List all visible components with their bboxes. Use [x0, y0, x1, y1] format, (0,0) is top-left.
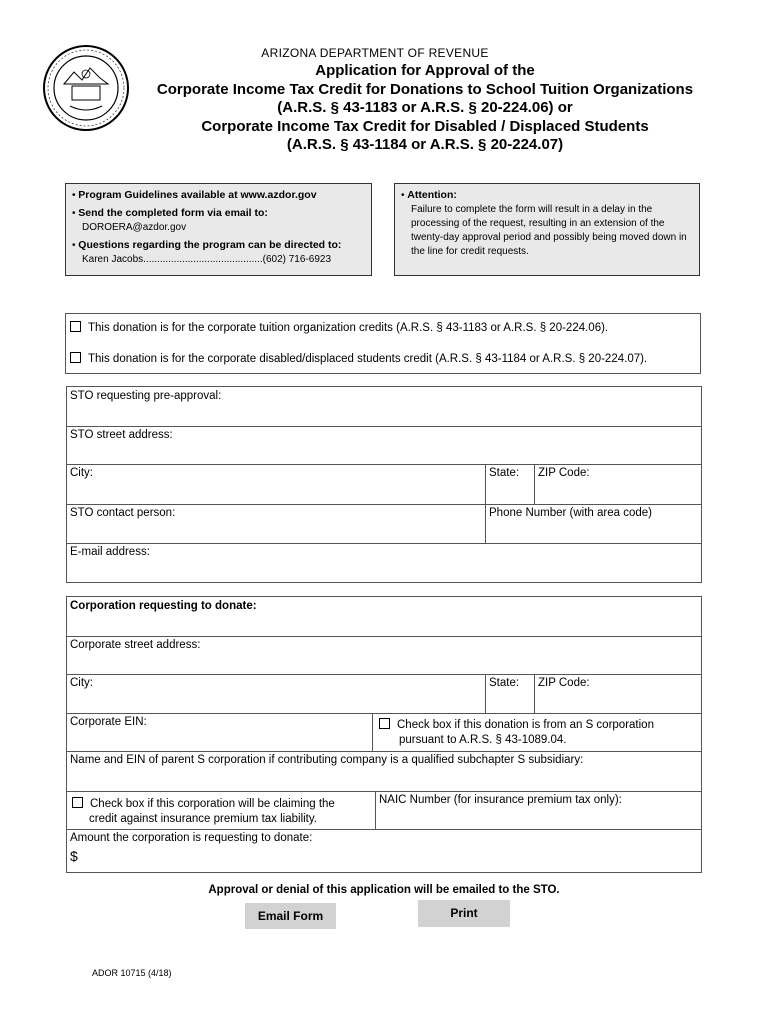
s-corp-checkbox[interactable]	[379, 718, 390, 729]
print-button[interactable]: Print	[418, 900, 510, 927]
option-1-label: This donation is for the corporate tuition organization credits (A.R.S. § 43-1183 or A.R.S. § 20-224.06).	[88, 322, 609, 334]
parent-corp-label: Name and EIN of parent S corporation if contributing company is a qualified subchapter S subsidiary:	[70, 754, 584, 766]
s-corp-option	[376, 716, 701, 751]
corp-zip-label: ZIP Code:	[538, 677, 590, 689]
corp-name-label: Corporation requesting to donate:	[70, 600, 257, 612]
s-corp-label-2: pursuant to A.R.S. § 43-1089.04.	[399, 734, 567, 746]
tuition-credit-checkbox[interactable]	[70, 321, 81, 332]
corp-street-field[interactable]	[67, 637, 697, 674]
sto-contact-field[interactable]	[67, 505, 485, 543]
premium-tax-option	[69, 795, 374, 829]
attention-text: Failure to complete the form will result in a delay in the processing of the request, resulting in an extension of the twenty-day approval period and possibly being moved down in the line for credit requests.	[411, 204, 687, 257]
corp-name-field[interactable]	[67, 598, 697, 636]
sto-email-label: E-mail address:	[70, 546, 150, 558]
title-line-2: Corporate Income Tax Credit for Donations to School Tuition Organizations	[156, 80, 694, 98]
sto-name-field[interactable]	[67, 388, 697, 426]
sto-state-label: State:	[489, 467, 520, 479]
title-line-5: (A.R.S. § 43-1184 or A.R.S. § 20-224.07)	[286, 136, 564, 153]
sto-zip-field[interactable]	[535, 465, 701, 504]
amount-field[interactable]	[67, 830, 697, 872]
option-2-label: This donation is for the corporate disabled/displaced students credit (A.R.S. § 43-1184 or A.R.S. § 20-224.07).	[88, 353, 648, 365]
premium-tax-checkbox[interactable]	[72, 797, 83, 808]
approval-note: Approval or denial of this application will be emailed to the STO.	[208, 884, 560, 896]
program-info-box: • Program Guidelines available at www.azdor.gov • Send the completed form via email to: DOROERA@azdor.gov • Questions regarding the program can be directed to: Karen Jacobs...........................................(602) 716-6923	[65, 183, 372, 276]
form-title	[130, 62, 720, 155]
disabled-credit-checkbox[interactable]	[70, 352, 81, 363]
sto-phone-label: Phone Number (with area code)	[489, 507, 652, 519]
amount-label: Amount the corporation is requesting to donate:	[70, 832, 313, 844]
arizona-seal-icon	[42, 44, 130, 132]
corp-ein-label: Corporate EIN:	[70, 716, 147, 728]
department-name: ARIZONA DEPARTMENT OF REVENUE	[261, 46, 489, 60]
title-line-3: (A.R.S. § 43-1183 or A.R.S. § 20-224.06) or	[277, 99, 573, 116]
corp-city-field[interactable]	[67, 675, 485, 713]
sto-email-field[interactable]	[67, 544, 697, 582]
sto-phone-field[interactable]	[486, 505, 701, 543]
sto-street-label: STO street address:	[70, 429, 173, 441]
email-form-button[interactable]: Email Form	[245, 903, 336, 929]
attention-box: • Attention: Failure to complete the form will result in a delay in the processing of the request, resulting in an extension of the twenty-day approval period and possibly being moved down in the line for credit requests.	[394, 183, 700, 276]
premium-label-2: credit against insurance premium tax liability.	[89, 813, 317, 825]
donation-option-2	[70, 352, 647, 365]
contact-line: Karen Jacobs...........................................(602) 716-6923	[82, 254, 331, 265]
naic-label: NAIC Number (for insurance premium tax only):	[379, 794, 622, 806]
sto-city-field[interactable]	[67, 465, 485, 504]
sto-contact-label: STO contact person:	[70, 507, 176, 519]
corp-street-label: Corporate street address:	[70, 639, 201, 651]
sto-city-label: City:	[70, 467, 93, 479]
corp-ein-field[interactable]	[67, 714, 372, 751]
premium-label-1: Check box if this corporation will be claiming the	[90, 798, 335, 810]
title-line-1: Application for Approval of the	[315, 62, 535, 79]
s-corp-label-1: Check box if this donation is from an S corporation	[397, 719, 654, 731]
corp-state-field[interactable]	[486, 675, 534, 713]
attention-label: Attention:	[407, 189, 457, 201]
donation-option-1	[70, 321, 608, 334]
dollar-sign: $	[70, 848, 78, 864]
send-email: DOROERA@azdor.gov	[82, 222, 187, 233]
parent-corp-field[interactable]	[67, 752, 697, 791]
send-label: Send the completed form via email to:	[78, 207, 268, 219]
corp-state-label: State:	[489, 677, 520, 689]
sto-zip-label: ZIP Code:	[538, 467, 590, 479]
corp-zip-field[interactable]	[535, 675, 701, 713]
sto-state-field[interactable]	[486, 465, 534, 504]
form-id: ADOR 10715 (4/18)	[92, 968, 172, 978]
questions-label: Questions regarding the program can be directed to:	[78, 239, 342, 251]
corp-city-label: City:	[70, 677, 93, 689]
sto-street-field[interactable]	[67, 427, 697, 464]
guidelines-text: Program Guidelines available at www.azdor.gov	[78, 189, 317, 201]
naic-field[interactable]	[376, 792, 701, 829]
sto-name-label: STO requesting pre-approval:	[70, 390, 222, 402]
title-line-4: Corporate Income Tax Credit for Disabled / Displaced Students	[201, 117, 649, 135]
